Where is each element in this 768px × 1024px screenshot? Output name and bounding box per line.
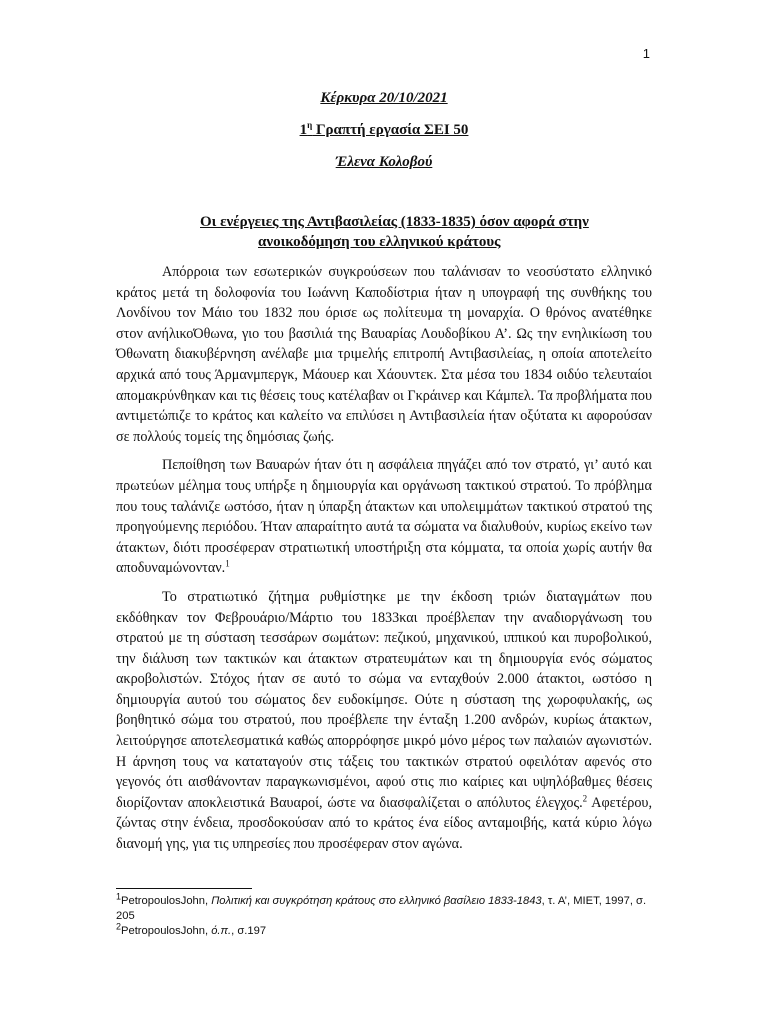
author-line: Έλενα Κολοβού	[335, 154, 433, 170]
paragraph: Απόρροια των εσωτερικών συγκρούσεων που ταλάνισαν το νεοσύστατο ελληνικό κράτος μετά τη δολοφονία του Ιωάννη Καποδίστρια ήταν η υπογραφή της συνθήκης του Λονδίνου τον Μάιο του 1832 που όρισε ως πολίτευμα τη μοναρχία. Ο θρόνος ανατέθηκε στον ανήλικοΌθωνα, γιο του βασιλιά της Βαυαρίας Λουδοβίκου Α’. Ως την ενηλικίωση του Όθωνατη διακυβέρνηση ανέλαβε μια τριμελής επιτροπή Αντιβασιλείας, η οποία αποτελείτο αρχικά από τους Άρμανμπεργκ, Μάουερ και Χάουντεκ. Στα μέσα του 1834 οιδύο τελευταίοι απομακρύνθηκαν και τις θέσεις τους κατέλαβαν οι Γκράινερ και Κάμπελ. Τα προβλήματα που αντιμετώπιζε το κράτος και καλείτο να επιλύσει η Αντιβασιλεία ήταν οξύτατα κι αφορούσαν σε πολλούς τομείς της δημόσιας ζωής.	[116, 264, 652, 445]
footnote: $^2$PetropoulosJohn, ό.π., σ.197	[116, 921, 267, 937]
page-number: 1	[642, 46, 650, 61]
footnote-ref[interactable]: 2	[582, 793, 588, 804]
footnote: $^1$PetropoulosJohn, Πολιτική και συγκρότηση κράτους στο ελληνικό βασίλειο 1833-1843, τ. Α’, ΜΙΕΤ, 1997, σ. 205	[116, 891, 647, 922]
paragraph: Πεποίθηση των Βαυαρών ήταν ότι η ασφάλεια πηγάζει από τον στρατό, γι’ αυτό και πρωτεύων μέλημα τους υπήρξε η δημιουργία και οργάνωση τακτικού στρατού. Το πρόβλημα που τους ταλάνιζε ωστόσο, ήταν η ύπαρξη άτακτων και υπολειμμάτων τακτικού στρατού της προηγούμενης περιόδου. Ήταν απαραίτητο αυτά τα σώματα να διαλυθούν, κυρίως εκείνο των άτακτων, διότι προσέφεραν στρατιωτική υποστήριξη στα κόμματα, τα οποία χωρίς αυτήν θα αποδυναμώνονταν.$^1$	[116, 457, 652, 577]
paragraph: Το στρατιωτικό ζήτημα ρυθμίστηκε με την έκδοση τριών διαταγμάτων που εκδόθηκαν τον Φεβρουάριο/Μάρτιο του 1833και προέβλεπαν την αναδιοργάνωση του στρατού με τη σύσταση τεσσάρων σωμάτων: πεζικού, μηχανικού, ιππικού και πυροβολικού, την διάλυση των τακτικών και άτακτων στρατευμάτων και τη δημιουργία ενός σώματος ακροβολιστών. Στόχος ήταν σε αυτό το σώμα να ενταχθούν 2.000 άτακτοι, ωστόσο η δημιουργία αυτού του σώματος δεν ευδοκίμησε. Ούτε η σύσταση της χωροφυλακής, ως βοηθητικό σώμα του στρατού, που προέβλεπε την ένταξη 1.200 ανδρών, κυρίως άτακτων, λειτούργησε αποτελεσματικά καθώς απορρόφησε μικρό μόνο μέρος των παλαιών αγωνιστών. Η άρνηση τους να καταταγούν στις τάξεις του τακτικών στρατού οφειλόταν αφενός στο γεγονός ότι αισθάνονταν παραγκωνισμένοι, αφού στις πιο καίριες και υψηλόβαθμες θέσεις διορίζονταν αποκλειστικά Βαυαροί, ώστε να διασφαλίζεται ο απόλυτος έλεγχος.$^2$ Αφετέρου, ζώντας στην ένδεια, προσδοκούσαν από το κράτος ένα είδος ανταμοιβής, κατά κύριο λόγω διανομή γης, για τις υπηρεσίες που προσέφεραν στον αγώνα.	[116, 588, 652, 853]
assignment-line: $1^\eta$ Γραπτή εργασία ΣΕΙ 50	[299, 120, 469, 138]
title-line-2: ανοικοδόμηση του ελληνικού κράτους	[258, 234, 501, 250]
body-text	[116, 262, 652, 863]
date-line: Κέρκυρα 20/10/2021	[320, 90, 448, 106]
title-line-1: Οι ενέργειες της Αντιβασιλείας (1833-1835) όσον αφορά στην	[200, 214, 589, 230]
footnote-ref[interactable]: 1	[225, 558, 230, 569]
essay-title	[200, 212, 620, 252]
footnotes	[116, 891, 652, 939]
footnote-separator	[116, 888, 252, 889]
